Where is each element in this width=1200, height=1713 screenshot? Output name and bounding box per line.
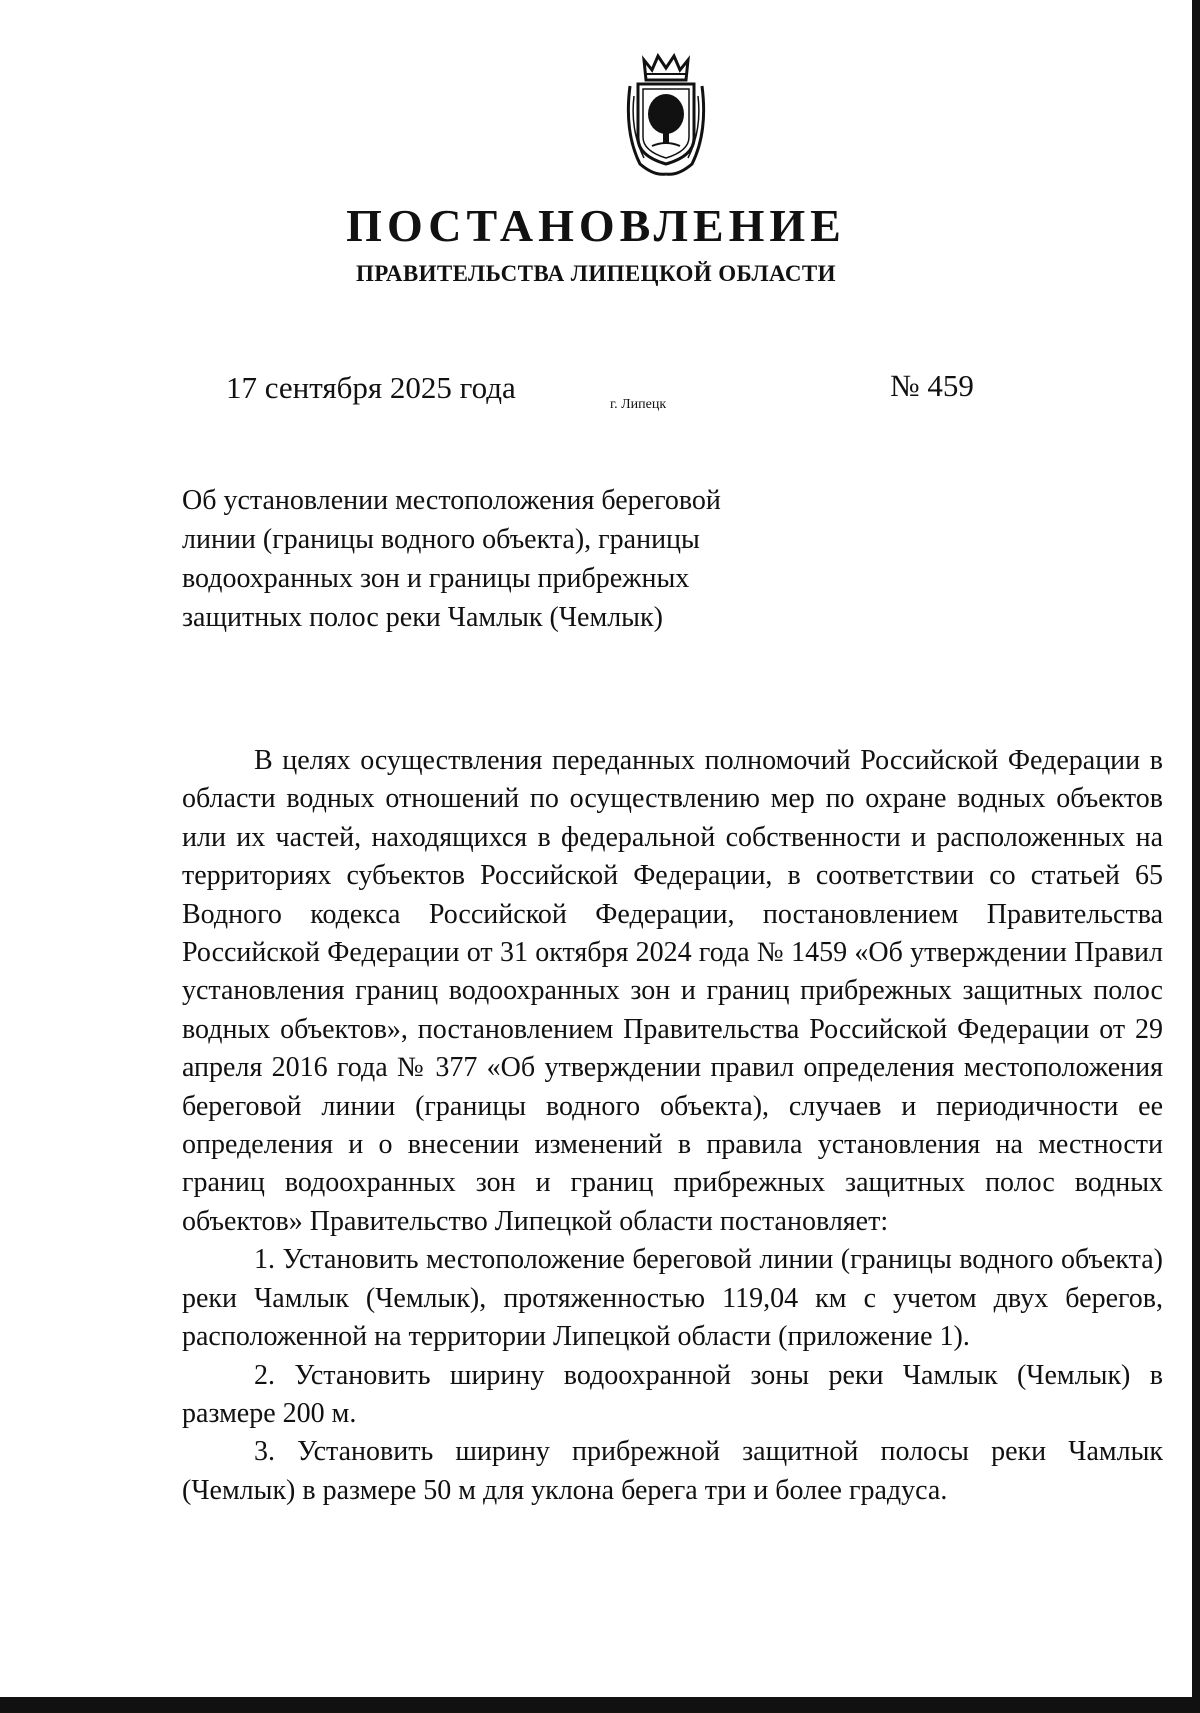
document-subtitle: ПРАВИТЕЛЬСТВА ЛИПЕЦКОЙ ОБЛАСТИ [356, 261, 836, 286]
heading-line: защитных полос реки Чамлык (Чемлык) [182, 602, 663, 633]
scan-edge-right [1192, 0, 1200, 1713]
heading-line: Об установлении местоположения береговой [182, 485, 721, 516]
document-date: 17 сентября 2025 года [226, 370, 516, 405]
clause-3-paragraph: 3. Установить ширину прибрежной защитной полосы реки Чамлык (Чемлык) в размере 50 м для уклона берега три и более градуса. [182, 1436, 1163, 1506]
preamble-paragraph: В целях осуществления переданных полномочий Российской Федерации в области водных отношений по осуществлению мер по охране водных объектов или их частей, находящихся в федеральной собственности и расположенных на территориях субъектов Российской Федерации, в соответствии со статьей 65 Водного кодекса Российской Федерации, постановлением Правительства Российской Федерации от 31 октября 2024 года № 1459 «Об утверждении Правил установления границ водоохранных зон и границ прибрежных защитных полос водных объектов», постановлением Правительства Российской Федерации от 29 апреля 2016 года № 377 «Об утверждении правил определения местоположения береговой линии (границы водного объекта), случаев и периодичности ее определения и о внесении изменений в правила установления на местности границ водоохранных зон и границ прибрежных защитных полос водных объектов» Правительство Липецкой области постановляет: [182, 745, 1163, 1237]
document-city: г. Липецк [610, 397, 667, 412]
coat-of-arms-icon [616, 52, 716, 180]
heading-line: водоохранных зон и границы прибрежных [182, 563, 690, 594]
clause-1-paragraph: 1. Установить местоположение береговой линии (границы водного объекта) реки Чамлык (Чемлык), протяженностью 119,04 км с учетом двух берегов, расположенной на территории Липецкой области (приложение 1). [182, 1244, 1163, 1353]
heading-line: линии (границы водного объекта), границы [182, 524, 700, 555]
scan-edge-bottom [0, 1697, 1200, 1713]
document-title: ПОСТАНОВЛЕНИЕ [346, 200, 846, 251]
document-number: № 459 [890, 368, 974, 403]
document-heading [182, 481, 742, 637]
clause-2-paragraph: 2. Установить ширину водоохранной зоны реки Чамлык (Чемлык) в размере 200 м. [182, 1359, 1163, 1429]
document-body [182, 742, 1163, 1510]
